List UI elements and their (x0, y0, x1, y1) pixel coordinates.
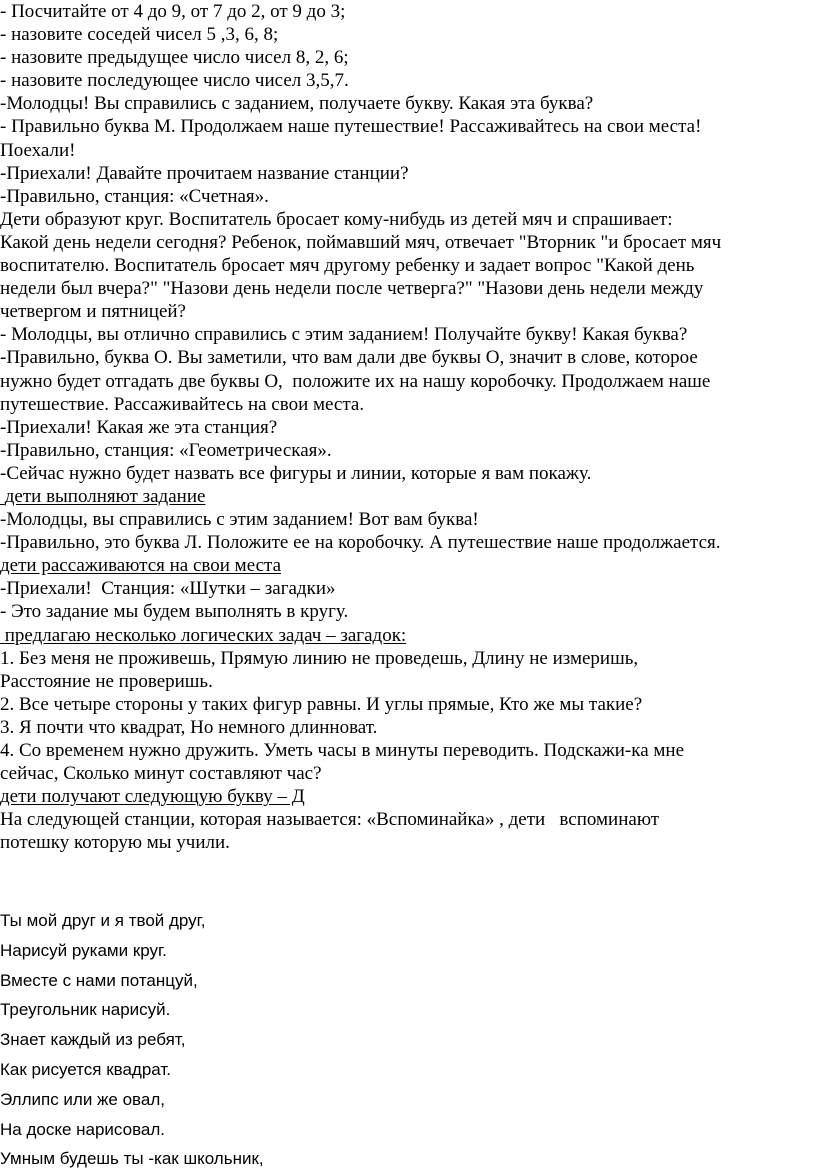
text-line: -Правильно, это буква Л. Положите ее на коробочку. А путешествие наше продолжается. (0, 532, 721, 554)
text-line: -Правильно, станция: «Счетная». (0, 185, 269, 207)
poem-line: Умным будешь ты -как школьник, (0, 1149, 264, 1169)
text-line: -Молодцы! Вы справились с заданием, получаете букву. Какая эта буква? (0, 93, 594, 115)
text-line: Какой день недели сегодня? Ребенок, поймавший мяч, отвечает "Вторник "и бросает мяч (0, 231, 722, 253)
poem-line: Ты мой друг и я твой друг, (0, 911, 206, 930)
text-line: -Правильно, станция: «Геометрическая». (0, 439, 332, 461)
poem-line: Эллипс или же овал, (0, 1089, 165, 1109)
poem-line: На доске нарисовал. (0, 1119, 166, 1139)
text-line: Поехали! (0, 139, 76, 161)
text-line: - Посчитайте от 4 до 9, от 7 до 2, от 9 до 3; (0, 1, 346, 22)
text-line: 2. Все четыре стороны у таких фигур равны. И углы прямые, Кто же мы такие? (0, 693, 643, 715)
text-line: потешку которую мы учили. (0, 832, 230, 854)
poem-line: Знает каждый из ребят, (0, 1030, 186, 1050)
text-line: недели был вчера?" "Назови день недели после четверга?" "Назови день недели между (0, 278, 704, 300)
poem-line: Как рисуется квадрат. (0, 1059, 172, 1079)
poem-line: Нарисуй руками круг. (0, 940, 167, 960)
text-line: На следующей станции, которая называется: «Вспоминайка» , дети вспоминают (0, 809, 660, 831)
text-line: - Это задание мы будем выполнять в кругу. (0, 601, 349, 623)
text-line: - назовите соседей чисел 5 ,3, 6, 8; (0, 24, 279, 46)
text-line: 3. Я почти что квадрат, Но немного длинноват. (0, 716, 378, 738)
text-line: -Молодцы, вы справились с этим заданием! Вот вам буква! (0, 509, 479, 531)
text-line: четвергом и пятницей? (0, 301, 186, 323)
text-line: воспитателю. Воспитатель бросает мяч другому ребенку и задает вопрос "Какой день (0, 255, 695, 277)
text-line: сейчас, Сколько минут составляют час? (0, 763, 322, 785)
text-line: -Приехали! Какая же эта станция? (0, 416, 278, 438)
rhyme-poem (0, 906, 816, 1174)
text-line: путешествие. Рассаживайтесь на свои места. (0, 393, 365, 415)
text-line: - Правильно буква М. Продолжаем наше путешествие! Рассаживайтесь на свои места! (0, 116, 702, 138)
text-line: -Сейчас нужно будет назвать все фигуры и линии, которые я вам покажу. (0, 462, 592, 484)
poem-line: Вместе с нами потанцуй, (0, 970, 198, 990)
text-line: нужно будет отгадать две буквы О, положите их на нашу коробочку. Продолжаем наше (0, 370, 711, 392)
stage-direction-line: дети выполняют задание (0, 485, 206, 507)
poem-line: Треугольник нарисуй. (0, 1000, 171, 1020)
text-line: Дети образуют круг. Воспитатель бросает кому-нибудь из детей мяч и спрашивает: (0, 208, 673, 230)
text-line: - назовите последующее число чисел 3,5,7. (0, 70, 349, 92)
text-line: -Приехали! Давайте прочитаем название станции? (0, 162, 409, 184)
text-line: -Правильно, буква О. Вы заметили, что вам дали две буквы О, значит в слове, которое (0, 347, 698, 369)
stage-direction-line: предлагаю несколько логических задач – загадок: (0, 624, 407, 646)
stage-direction-line: дети получают следующую букву – Д (0, 786, 305, 808)
text-line: - Молодцы, вы отлично справились с этим заданием! Получайте букву! Какая буква? (0, 324, 688, 346)
text-line: -Приехали! Станция: «Шутки – загадки» (0, 578, 336, 600)
text-line: - назовите предыдущее число чисел 8, 2, 6; (0, 47, 349, 69)
text-line: 1. Без меня не проживешь, Прямую линию не проведешь, Длину не измеришь, (0, 647, 639, 669)
stage-direction-line: дети рассаживаются на свои места (0, 555, 282, 577)
text-line: 4. Со временем нужно дружить. Уметь часы в минуты переводить. Подскажи-ка мне (0, 740, 684, 761)
text-line: Расстояние не проверишь. (0, 670, 213, 692)
